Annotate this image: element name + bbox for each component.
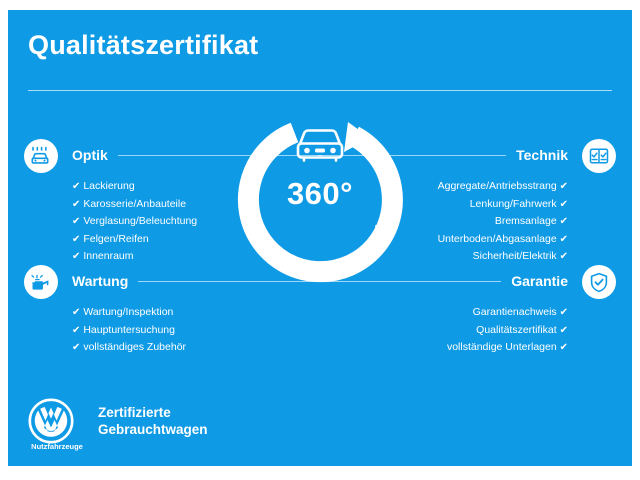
- list-item-label: Garantienachweis: [472, 306, 557, 318]
- check-icon: ✔: [72, 251, 81, 262]
- oil-can-icon: [24, 265, 58, 299]
- section-technik-title: Technik: [516, 147, 568, 163]
- car-wash-icon: [24, 139, 58, 173]
- checklist-icon: [582, 139, 616, 173]
- margin-band-left: [0, 0, 8, 480]
- section-garantie-title: Garantie: [511, 273, 568, 289]
- footer-line-1: Zertifizierte: [98, 405, 171, 420]
- footer-line-2: Gebrauchtwagen: [98, 422, 208, 437]
- list-item: [318, 322, 568, 340]
- logo-caption: Nutzfahrzeuge: [31, 442, 83, 451]
- check-icon: ✔: [72, 233, 81, 245]
- check-icon: ✔: [559, 324, 568, 336]
- check-icon: ✔: [559, 198, 568, 210]
- check-icon: ✔: [72, 198, 81, 210]
- vw-logo: [28, 398, 83, 451]
- list-item-label: Aggregate/Antriebsstrang: [437, 180, 557, 192]
- check-icon: ✔: [72, 216, 81, 227]
- curved-label-text: Gebrauchtwagen-Check: [247, 218, 392, 281]
- margin-band-right: [632, 0, 640, 480]
- list-item-label: Sicherheit/Elektrik: [472, 250, 557, 262]
- list-item: [72, 304, 322, 322]
- curved-label: [226, 106, 414, 294]
- title-divider: [28, 90, 612, 91]
- list-item-label: vollständiges Zubehör: [83, 341, 187, 353]
- check-icon: ✔: [559, 251, 568, 262]
- list-item-label: Lackierung: [83, 180, 135, 192]
- list-item-label: Unterboden/Abgasanlage: [437, 232, 557, 245]
- list-item: [318, 304, 568, 322]
- list-item-label: vollständige Unterlagen: [446, 341, 557, 353]
- check-icon: ✔: [559, 181, 568, 192]
- list-item-label: Bremsanlage: [494, 215, 557, 227]
- shield-check-icon: [582, 265, 616, 299]
- check-icon: ✔: [72, 342, 81, 353]
- section-wartung-list: [72, 304, 322, 357]
- footer-text: [98, 404, 208, 438]
- list-item-label: Hauptuntersuchung: [83, 323, 175, 336]
- footer: [28, 398, 208, 451]
- check-icon: ✔: [559, 233, 568, 245]
- section-garantie-list: [318, 304, 568, 357]
- page-title: Qualitätszertifikat: [28, 30, 259, 60]
- list-item-label: Karosserie/Anbauteile: [83, 197, 187, 210]
- degrees-label: 360°: [286, 176, 354, 211]
- list-item: [72, 322, 322, 340]
- margin-band-bottom: [0, 466, 640, 480]
- svg-text:Gebrauchtwagen-Check: [248, 219, 392, 281]
- list-item-label: Qualitätszertifikat: [476, 323, 557, 336]
- list-item-label: Wartung/Inspektion: [83, 306, 174, 318]
- check-icon: ✔: [72, 307, 81, 318]
- list-item: [72, 339, 322, 357]
- check-icon: ✔: [72, 324, 81, 336]
- check-icon: ✔: [559, 342, 568, 353]
- margin-band-top: [0, 0, 640, 10]
- check-icon: ✔: [559, 307, 568, 318]
- list-item: [318, 339, 568, 357]
- section-wartung-title: Wartung: [72, 273, 129, 289]
- gebrauchtwagen-check-badge: [236, 116, 404, 284]
- list-item-label: Innenraum: [83, 250, 134, 262]
- list-item-label: Lenkung/Fahrwerk: [469, 197, 557, 210]
- list-item-label: Verglasung/Beleuchtung: [83, 215, 198, 227]
- check-icon: ✔: [72, 181, 81, 192]
- check-icon: ✔: [559, 216, 568, 227]
- list-item-label: Felgen/Reifen: [83, 232, 149, 245]
- section-optik-title: Optik: [72, 147, 108, 163]
